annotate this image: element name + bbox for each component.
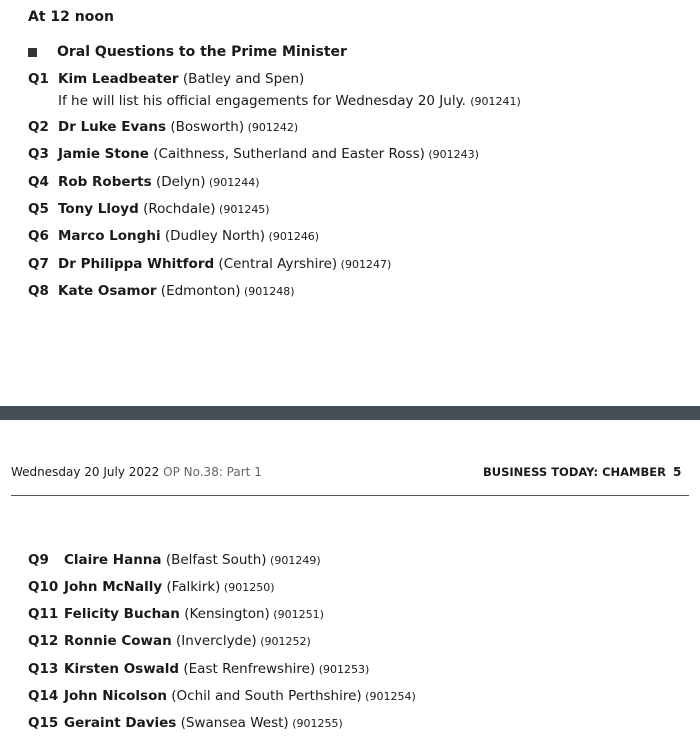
question-number: Q5 (28, 201, 49, 217)
section-title-label: Oral Questions to the Prime Minister (57, 44, 347, 60)
q1-question-text (58, 93, 521, 109)
member-name: Felicity Buchan (64, 606, 180, 622)
footer-section: BUSINESS TODAY: CHAMBER (483, 465, 666, 479)
member-name: Marco Longhi (58, 228, 161, 244)
footer-page-number: 5 (673, 465, 682, 479)
question-reference: (901248) (240, 285, 295, 298)
time-heading: At 12 noon (28, 9, 114, 25)
question-number: Q3 (28, 146, 49, 162)
question-number: Q14 (28, 688, 59, 704)
member-name: Kim Leadbeater (58, 71, 179, 87)
constituency: (Central Ayrshire) (214, 256, 338, 272)
question-number: Q2 (28, 119, 49, 135)
constituency: (Falkirk) (162, 579, 221, 595)
constituency: (Caithness, Sutherland and Easter Ross) (148, 146, 425, 162)
constituency: (Dudley North) (160, 228, 266, 244)
constituency: (Edmonton) (156, 283, 241, 299)
question-row (28, 552, 321, 568)
question-reference: (901243) (424, 148, 479, 161)
question-row (28, 146, 479, 162)
square-bullet-icon (28, 48, 37, 57)
question-row (28, 606, 324, 622)
question-reference: (901244) (205, 176, 260, 189)
question-number: Q12 (28, 633, 59, 649)
question-reference: (901250) (220, 581, 275, 594)
question-row (28, 715, 343, 731)
question-reference: (901242) (244, 121, 299, 134)
question-row (28, 201, 270, 217)
question-reference: (901255) (288, 717, 343, 730)
member-name: Kate Osamor (58, 283, 157, 299)
constituency: (Kensington) (179, 606, 270, 622)
question-row (28, 256, 391, 272)
question-reference: (901245) (215, 203, 270, 216)
member-name: Ronnie Cowan (64, 633, 172, 649)
question-number: Q15 (28, 715, 59, 731)
question-reference: (901254) (361, 690, 416, 703)
footer-rule (11, 495, 689, 496)
page-divider (0, 406, 700, 420)
member-name: Tony Lloyd (58, 201, 139, 217)
question-number: Q1 (28, 71, 49, 87)
q1-question-body: If he will list his official engagements for Wednesday 20 July. (58, 93, 466, 109)
constituency: (Ochil and South Perthshire) (166, 688, 362, 704)
member-name: John McNally (64, 579, 163, 595)
question-number: Q6 (28, 228, 49, 244)
question-row (28, 688, 416, 704)
question-row (28, 174, 260, 190)
footer-date-line (11, 465, 262, 479)
member-name: John Nicolson (64, 688, 167, 704)
question-row (28, 579, 275, 595)
question-reference: (901253) (315, 663, 370, 676)
footer-date: Wednesday 20 July 2022 (11, 465, 160, 479)
member-name: Kirsten Oswald (64, 661, 180, 677)
question-row (28, 119, 298, 135)
member-name: Geraint Davies (64, 715, 177, 731)
member-name: Dr Luke Evans (58, 119, 167, 135)
question-row (28, 283, 295, 299)
member-name: Jamie Stone (58, 146, 149, 162)
constituency: (Batley and Spen) (178, 71, 305, 87)
question-reference: (901246) (265, 230, 320, 243)
question-number: Q8 (28, 283, 49, 299)
question-row (28, 228, 319, 244)
question-number: Q4 (28, 174, 49, 190)
question-row (28, 71, 304, 87)
member-name: Claire Hanna (64, 552, 162, 568)
question-number: Q9 (28, 552, 49, 568)
question-row (28, 633, 311, 649)
constituency: (Bosworth) (166, 119, 245, 135)
constituency: (Delyn) (151, 174, 206, 190)
question-number: Q13 (28, 661, 59, 677)
section-title (28, 44, 347, 60)
question-row (28, 661, 369, 677)
question-reference: (901252) (256, 635, 311, 648)
footer-op: OP No.38: Part 1 (163, 465, 262, 479)
question-number: Q7 (28, 256, 49, 272)
question-reference: (901249) (266, 554, 321, 567)
member-name: Rob Roberts (58, 174, 152, 190)
question-reference: (901247) (337, 258, 392, 271)
constituency: (Rochdale) (138, 201, 216, 217)
constituency: (Inverclyde) (171, 633, 257, 649)
q1-reference: (901241) (470, 95, 521, 108)
question-number: Q11 (28, 606, 59, 622)
constituency: (Belfast South) (161, 552, 267, 568)
question-number: Q10 (28, 579, 59, 595)
constituency: (Swansea West) (176, 715, 289, 731)
member-name: Dr Philippa Whitford (58, 256, 215, 272)
constituency: (East Renfrewshire) (179, 661, 316, 677)
question-reference: (901251) (269, 608, 324, 621)
